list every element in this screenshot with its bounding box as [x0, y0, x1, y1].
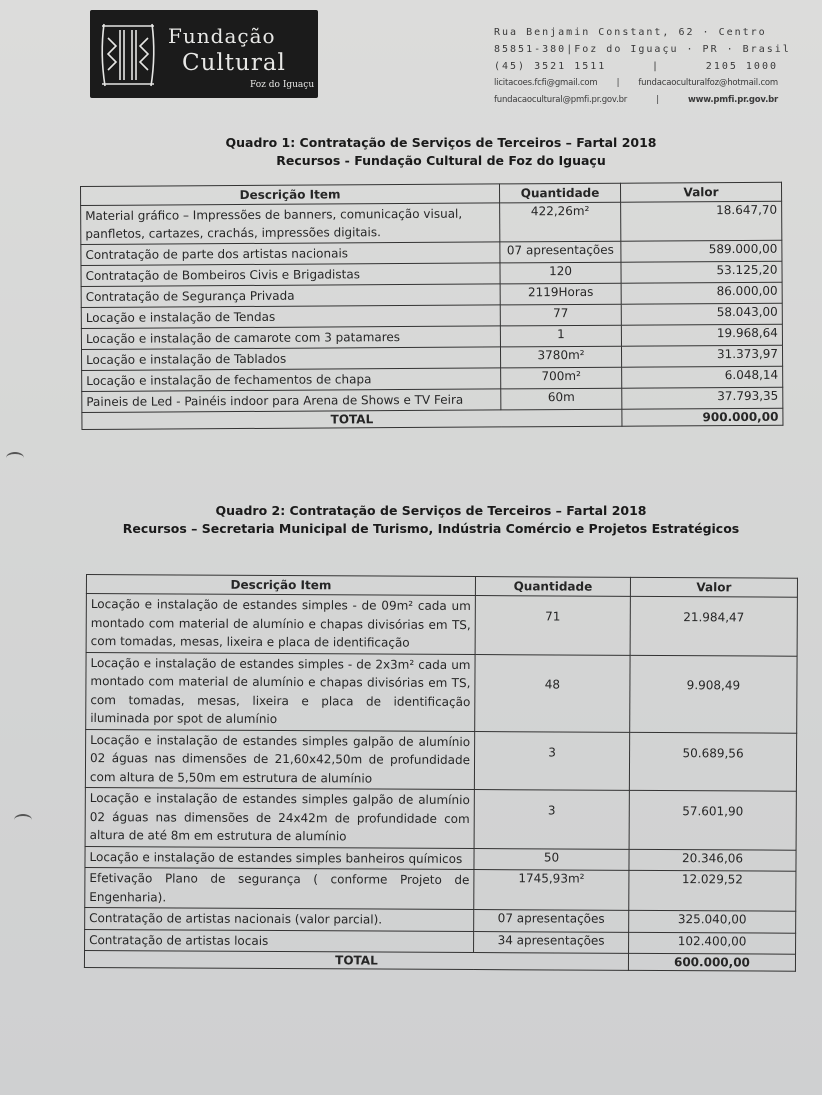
email-hotmail[interactable]: fundacaoculturalfoz@hotmail.com	[638, 78, 778, 88]
quadro1-heading	[30, 134, 822, 170]
item-description: Locação e instalação de estandes simples galpão de alumínio 02 águas nas dimensões de 24x42m de profundidade com altura de até 8m em estrutura de alumínio	[85, 787, 474, 848]
item-description: Paineis de Led - Painéis indoor para Arena de Shows e TV Feira	[82, 389, 501, 413]
item-value: 58.043,00	[621, 303, 782, 325]
quadro1-title: Quadro 1: Contratação de Serviços de Terceiros – Fartal 2018	[225, 135, 657, 150]
header-quantidade: Quantidade	[499, 183, 620, 203]
item-quantity: 77	[500, 304, 621, 326]
item-quantity: 700m²	[501, 367, 622, 389]
email-pmfi[interactable]: fundacaocultural@pmfi.pr.gov.br	[494, 95, 628, 105]
binder-hole-mark	[14, 814, 32, 826]
item-value: 102.400,00	[629, 932, 796, 954]
address-web	[494, 92, 778, 109]
item-value: 57.601,90	[629, 790, 796, 849]
item-value: 6.048,14	[622, 366, 783, 388]
item-description: Locação e instalação de estandes simples banheiros químicos	[85, 846, 474, 870]
item-description: Material gráfico – Impressões de banners, comunicação visual, panfletos, cartazes, crachás, impressões digitais.	[81, 203, 500, 245]
item-value: 37.793,35	[622, 387, 783, 409]
item-quantity: 50	[474, 848, 629, 870]
separator: |	[566, 44, 575, 55]
binder-hole-mark	[6, 452, 24, 464]
logo-text-fundacao: Fundação	[168, 24, 276, 48]
item-value: 19.968,64	[621, 324, 782, 346]
item-quantity: 3	[474, 731, 629, 790]
item-value: 20.346,06	[629, 849, 796, 871]
item-value: 589.000,00	[621, 240, 782, 262]
item-description: Contratação de artistas locais	[85, 929, 474, 953]
item-description: Locação e instalação de fechamentos de chapa	[82, 368, 501, 392]
phone-2: 2105 1000	[705, 61, 778, 72]
table-row	[85, 729, 796, 791]
header-descricao: Descrição Item	[86, 575, 475, 596]
item-quantity: 2119Horas	[500, 283, 621, 305]
fundacao-emblem-icon	[98, 16, 160, 92]
item-value: 12.029,52	[629, 870, 796, 911]
separator: |	[616, 78, 620, 88]
website-link[interactable]: www.pmfi.pr.gov.br	[687, 95, 778, 105]
letterhead-contact	[494, 24, 791, 109]
item-quantity: 422,26m²	[500, 202, 621, 242]
item-value: 18.647,70	[621, 201, 782, 241]
logo-text-city: Foz do Iguaçu	[250, 80, 315, 90]
table-row	[85, 787, 796, 849]
item-quantity: 1	[500, 325, 621, 347]
table-total-row	[84, 950, 795, 971]
separator: |	[656, 95, 659, 105]
item-quantity: 1745,93m²	[474, 870, 629, 911]
item-quantity: 3	[474, 790, 629, 849]
item-quantity: 120	[500, 262, 621, 284]
total-value: 900.000,00	[622, 408, 783, 426]
item-description: Locação e instalação de estandes simples galpão de alumínio 02 águas nas dimensões de 21,60x42,50m de profundidade com altura de 5,50m em estrutura de alumínio	[85, 729, 474, 790]
quadro1-table	[80, 182, 783, 430]
table-row	[86, 652, 797, 733]
item-quantity: 3780m²	[500, 346, 621, 368]
item-value: 9.908,49	[630, 655, 797, 733]
item-value: 31.373,97	[621, 345, 782, 367]
quadro2-table	[84, 574, 798, 972]
address-phones	[494, 58, 778, 75]
address-cep: 85851-380	[494, 44, 567, 55]
email-licitacoes[interactable]: licitacoes.fcfi@gmail.com	[494, 78, 598, 88]
item-value: 325.040,00	[629, 910, 796, 932]
separator: |	[652, 61, 661, 72]
table-row	[81, 201, 782, 244]
header-quantidade: Quantidade	[475, 577, 630, 597]
address-street: Rua Benjamin Constant, 62 · Centro	[494, 27, 767, 38]
quadro2-subtitle: Recursos – Secretaria Municipal de Turismo, Indústria Comércio e Projetos Estratégicos	[122, 521, 740, 536]
item-quantity: 07 apresentações	[474, 910, 629, 932]
item-description: Contratação de artistas nacionais (valor parcial).	[85, 907, 474, 931]
total-label: TOTAL	[84, 950, 628, 970]
item-quantity: 60m	[501, 388, 622, 410]
item-description: Locação e instalação de Tendas	[81, 305, 500, 329]
item-value: 50.689,56	[629, 732, 796, 791]
item-description: Contratação de Segurança Privada	[81, 284, 500, 308]
item-description: Efetivação Plano de segurança ( conforme Projeto de Engenharia).	[85, 867, 474, 909]
total-value: 600.000,00	[628, 953, 795, 971]
phone-1: (45) 3521 1511	[494, 61, 607, 72]
fundacao-cultural-logo	[90, 10, 318, 98]
item-value: 53.125,20	[621, 261, 782, 283]
item-description: Locação e instalação de camarote com 3 patamares	[81, 326, 500, 350]
address-city: Foz do Iguaçu · PR · Brasil	[574, 44, 791, 55]
table-row	[86, 594, 797, 656]
address-emails	[494, 75, 778, 92]
header-descricao: Descrição Item	[81, 184, 500, 206]
item-description: Locação e instalação de estandes simples - de 09m² cada um montado com material de alumínio e chapas divisórias em TS, com tomadas, mesas, lixeira e placa de identificação	[86, 594, 475, 655]
item-description: Contratação de parte dos artistas nacionais	[81, 242, 500, 266]
address-cep-city	[494, 41, 791, 58]
quadro2-heading	[20, 502, 822, 538]
table-row	[85, 867, 796, 911]
logo-text-cultural: Cultural	[182, 50, 286, 76]
header-valor: Valor	[630, 577, 797, 597]
item-quantity: 71	[475, 596, 630, 655]
item-value: 86.000,00	[621, 282, 782, 304]
total-label: TOTAL	[82, 409, 622, 429]
item-quantity: 48	[475, 654, 630, 732]
item-value: 21.984,47	[630, 596, 797, 655]
item-description: Locação e instalação de estandes simples - de 2x3m² cada um montado com material de alumínio e chapas divisórias em TS, com tomadas, mesas, lixeira e placa de identificação iluminada por spot de alumínio	[86, 652, 475, 731]
item-quantity: 07 apresentações	[500, 241, 621, 263]
item-description: Locação e instalação de Tablados	[81, 347, 500, 371]
quadro1-subtitle: Recursos - Fundação Cultural de Foz do Iguaçu	[276, 153, 606, 168]
table-total-row	[82, 408, 783, 429]
quadro2-title: Quadro 2: Contratação de Serviços de Terceiros – Fartal 2018	[215, 503, 647, 518]
header-valor: Valor	[620, 182, 781, 202]
item-description: Contratação de Bombeiros Civis e Brigadistas	[81, 263, 500, 287]
item-quantity: 34 apresentações	[474, 931, 629, 953]
